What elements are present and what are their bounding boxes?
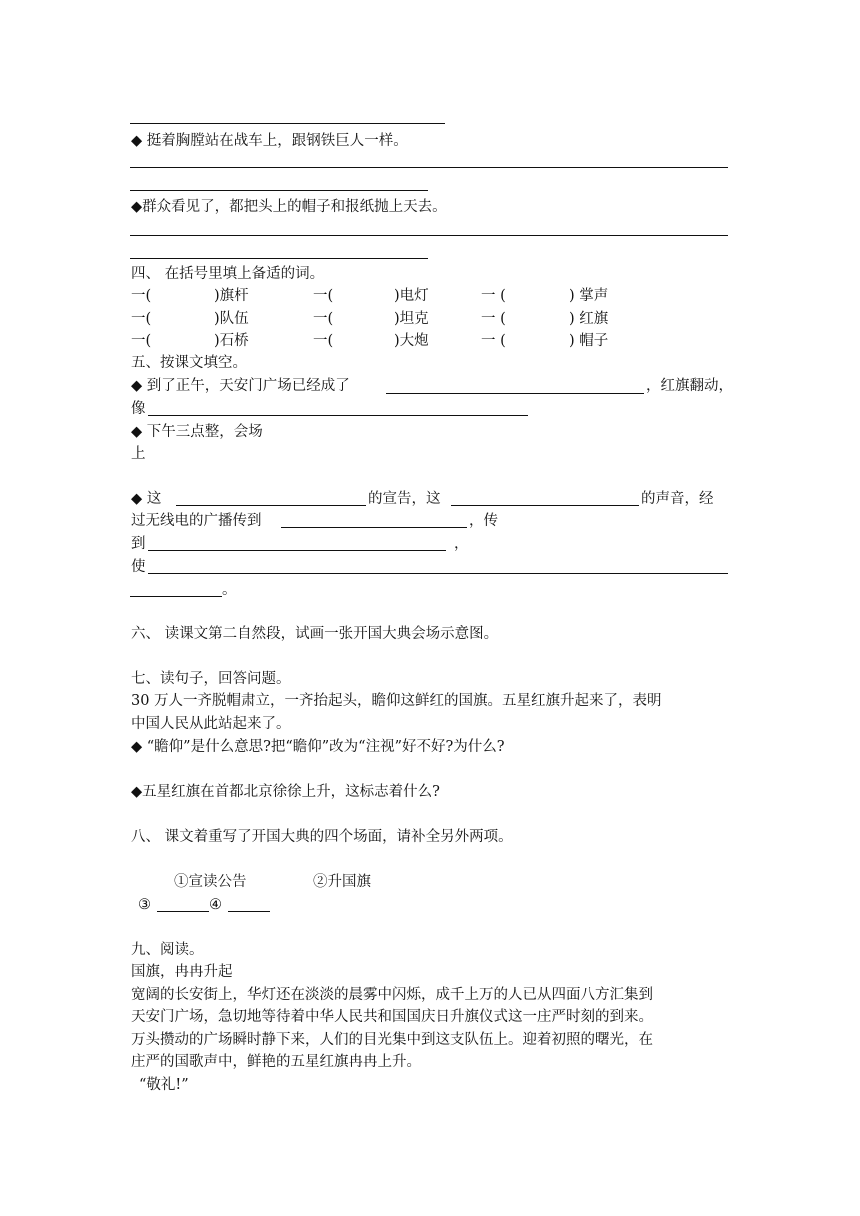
answer-line[interactable] [130, 167, 728, 168]
answer-line[interactable] [130, 190, 428, 191]
q4-r3-c2a: 一( [313, 333, 334, 349]
q5-title: 五、按课文填空。 [131, 355, 247, 371]
q8-option-4: ④ [209, 897, 222, 913]
q4-r2-c3a: 一 ( [481, 311, 506, 327]
q5-s3-h: 使 [131, 559, 146, 575]
q5-s3-a: ◆ 这 [131, 491, 162, 507]
q7-item-1: ◆ “瞻仰”是什么意思?把“瞻仰”改为“注视”好不好?为什么? [131, 739, 505, 755]
q5-s1-c: 像 [131, 401, 146, 417]
answer-line[interactable] [130, 123, 445, 124]
q5-s3-e: ，传 [469, 513, 498, 529]
q5-s3-f: 到 [131, 536, 146, 552]
q5-s1-a: ◆ 到了正午，天安门广场已经成了 [131, 378, 350, 394]
q5-s3-i: 。 [222, 582, 237, 598]
q4-r3-c2b: )大炮 [394, 333, 429, 349]
answer-line[interactable] [176, 505, 366, 506]
q3-item-2: ◆群众看见了，都把头上的帽子和报纸抛上天去。 [131, 199, 447, 215]
q7-title: 七、读句子，回答问题。 [131, 671, 291, 687]
q7-passage-line-2: 中国人民从此站起来了。 [131, 716, 291, 732]
q5-s2-b: 上 [131, 446, 146, 462]
q8-option-3: ③ [138, 897, 151, 913]
q7-item-2: ◆五星红旗在首都北京徐徐上升，这标志着什么? [131, 784, 440, 800]
answer-line[interactable] [148, 415, 528, 416]
q4-r3-c1a: 一( [131, 333, 152, 349]
q6-title: 六、 读课文第二自然段，试画一张开国大典会场示意图。 [131, 626, 499, 642]
q4-title: 四、 在括号里填上备适的词。 [131, 266, 325, 282]
answer-line[interactable] [130, 235, 728, 236]
q9-line-5: “敬礼!” [139, 1077, 189, 1093]
q4-r1-c2b: )电灯 [394, 288, 429, 304]
q9-heading: 国旗，冉冉升起 [131, 964, 233, 980]
answer-line[interactable] [281, 527, 467, 528]
q8-title: 八、 课文着重写了开国大典的四个场面，请补全另外两项。 [131, 829, 513, 845]
q4-r1-c1b: )旗杆 [214, 288, 249, 304]
q4-r1-c2a: 一( [313, 288, 334, 304]
q5-s3-b: 的宣告，这 [368, 491, 441, 507]
q8-option-2: ②升国旗 [313, 874, 371, 890]
q3-item-1: ◆ 挺着胸膛站在战车上，跟钢铁巨人一样。 [131, 133, 408, 149]
q9-line-1: 宽阔的长安街上，华灯还在淡淡的晨雾中闪烁，成千上万的人已从四面八方汇集到 [131, 987, 653, 1003]
q5-s2-a: ◆ 下午三点整，会场 [131, 424, 263, 440]
q5-s3-g: ， [454, 536, 469, 552]
answer-line[interactable] [130, 596, 222, 597]
q8-option-1: ①宣读公告 [174, 874, 247, 890]
q9-line-2: 天安门广场，急切地等待着中华人民共和国国庆日升旗仪式这一庄严时刻的到来。 [131, 1009, 653, 1025]
q4-r3-c3a: 一 ( [481, 333, 506, 349]
q9-title: 九、阅读。 [131, 942, 204, 958]
answer-line[interactable] [228, 911, 270, 912]
answer-line[interactable] [130, 258, 428, 259]
q4-r2-c2b: )坦克 [394, 311, 429, 327]
answer-line[interactable] [157, 911, 209, 912]
q5-s3-c: 的声音，经 [641, 491, 714, 507]
q4-r1-c1a: 一( [131, 288, 152, 304]
answer-line[interactable] [451, 505, 639, 506]
q7-passage-line-1: 30 万人一齐脱帽肃立，一齐抬起头，瞻仰这鲜红的国旗。五星红旗升起来了，表明 [131, 693, 662, 709]
q4-r3-c1b: )石桥 [214, 333, 249, 349]
q5-s1-b: ，红旗翻动， [646, 378, 733, 394]
q9-line-4: 庄严的国歌声中，鲜艳的五星红旗冉冉上升。 [131, 1054, 421, 1070]
q5-s3-d: 过无线电的广播传到 [131, 513, 262, 529]
q4-r2-c1b: )队伍 [214, 311, 249, 327]
q4-r3-c3b: ) 帽子 [569, 333, 609, 349]
q4-r2-c1a: 一( [131, 311, 152, 327]
q4-r2-c3b: ) 红旗 [569, 311, 609, 327]
answer-line[interactable] [148, 573, 728, 574]
q9-line-3: 万头攒动的广场瞬时静下来，人们的目光集中到这支队伍上。迎着初照的曙光，在 [131, 1032, 653, 1048]
q4-r1-c3b: ) 掌声 [569, 288, 609, 304]
answer-line[interactable] [148, 550, 446, 551]
q4-r1-c3a: 一 ( [481, 288, 506, 304]
q4-r2-c2a: 一( [313, 311, 334, 327]
answer-line[interactable] [386, 393, 644, 394]
